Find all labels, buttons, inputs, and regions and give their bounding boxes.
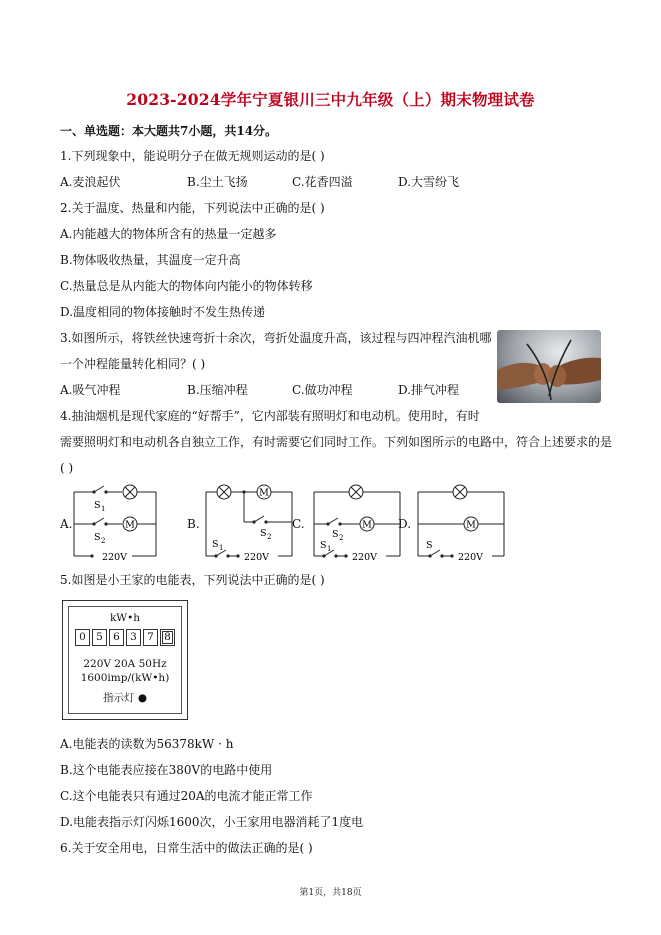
meter-digits [75,629,175,646]
page-footer: 第1页，共18页 [299,888,362,898]
circuit-b-s2-label: S [260,528,267,539]
circuit-b-s1-sub: 1 [219,544,224,552]
meter-digit-decimal: 8 [160,629,175,646]
circuit-a-diagram [72,478,164,566]
q4-option-a: A. [60,517,73,531]
q3-option-d: D.排气冲程 [398,383,460,397]
meter-digit: 3 [126,629,141,646]
circuit-a-s1-label: S [94,500,101,511]
q2-option-c: C.热量总是从内能大的物体向内能小的物体转移 [60,279,313,293]
circuit-c-s2-label: S [332,529,339,540]
question-4-stem-line1: 4.抽油烟机是现代家庭的“好帮手”，它内部装有照明灯和电动机。使用时，有时 [60,409,480,423]
meter-digit: 5 [92,629,107,646]
circuit-a-s2-sub: 2 [101,537,106,545]
circuit-a-s1-sub: 1 [101,505,106,513]
question-3-stem-line1: 3.如图所示，将铁丝快速弯折十余次，弯折处温度升高，该过程与四冲程汽油机哪 [60,331,492,345]
q4-option-d: D. [398,517,412,531]
circuit-d-diagram [416,480,508,566]
circuit-b-diagram [204,480,296,566]
q1-option-c: C.花香四溢 [292,175,353,189]
meter-unit: kW•h [109,612,141,624]
circuit-c-s1-label: S [320,540,327,551]
q2-option-b: B.物体吸收热量，其温度一定升高 [60,253,241,267]
question-4-stem-line2: 需要照明灯和电动机各自独立工作，有时需要它们同时工作。下列如图所示的电路中，符合上述要求的是 [60,435,613,449]
q2-option-a: A.内能越大的物体所含有的热量一定越多 [60,227,277,241]
question-3-stem-line2: 一个冲程能量转化相同？( ) [60,357,206,371]
question-6-stem: 6.关于安全用电，日常生活中的做法正确的是( ) [60,841,313,855]
meter-indicator-label: 指示灯 ● [103,692,147,704]
q4-option-c: C. [292,517,305,531]
question-1-stem: 1.下列现象中，能说明分子在做无规则运动的是( ) [60,149,325,163]
q3-option-a: A.吸气冲程 [60,383,121,397]
circuit-c-motor-label: M [362,519,372,531]
circuit-b-s2-sub: 2 [267,533,272,541]
question-4-stem-line3: ( ) [60,461,74,475]
meter-digit: 6 [109,629,124,646]
circuit-a-voltage: 220V [102,552,127,563]
circuit-d-s-label: S [426,540,433,551]
circuit-a-motor-label: M [125,519,135,531]
circuit-c-s2-sub: 2 [339,534,344,542]
circuit-d-voltage: 220V [458,552,483,563]
circuit-a-s2-label: S [94,532,101,543]
meter-digit: 7 [143,629,158,646]
meter-spec-line1: 220V 20A 50Hz [83,658,167,670]
question-5-stem: 5.如图是小王家的电能表，下列说法中正确的是( ) [60,573,325,587]
meter-spec-line2: 1600imp/(kW•h) [80,672,170,684]
q1-option-b: B.尘土飞扬 [187,175,248,189]
bending-wire-photo [497,330,601,403]
question-2-stem: 2.关于温度、热量和内能，下列说法中正确的是( ) [60,201,325,215]
circuit-c-diagram [312,480,404,566]
page-title: 2023-2024学年宁夏银川三中九年级（上）期末物理试卷 [126,90,535,109]
electricity-meter-figure [62,600,188,720]
circuit-b-motor-label: M [259,487,269,499]
q5-option-d: D.电能表指示灯闪烁1600次，小王家用电器消耗了1度电 [60,815,364,829]
meter-digit: 0 [75,629,90,646]
q5-option-b: B.这个电能表应接在380V的电路中使用 [60,763,273,777]
circuit-c-s1-sub: 1 [327,545,332,553]
q1-option-a: A.麦浪起伏 [60,175,121,189]
circuit-b-voltage: 220V [244,552,269,563]
hands-bending-wire-illustration [497,330,601,403]
circuit-d-motor-label: M [466,519,476,531]
q3-option-c: C.做功冲程 [292,383,353,397]
q4-option-b: B. [187,517,200,531]
q5-option-a: A.电能表的读数为56378kW · h [60,737,234,751]
q1-option-d: D.大雪纷飞 [398,175,460,189]
circuit-c-voltage: 220V [352,552,377,563]
q3-option-b: B.压缩冲程 [187,383,248,397]
section-heading: 一、单选题：本大题共7小题，共14分。 [60,124,278,138]
circuit-b-s1-label: S [212,539,219,550]
q5-option-c: C.这个电能表只有通过20A的电流才能正常工作 [60,789,313,803]
q2-option-d: D.温度相同的物体接触时不发生热传递 [60,305,266,319]
